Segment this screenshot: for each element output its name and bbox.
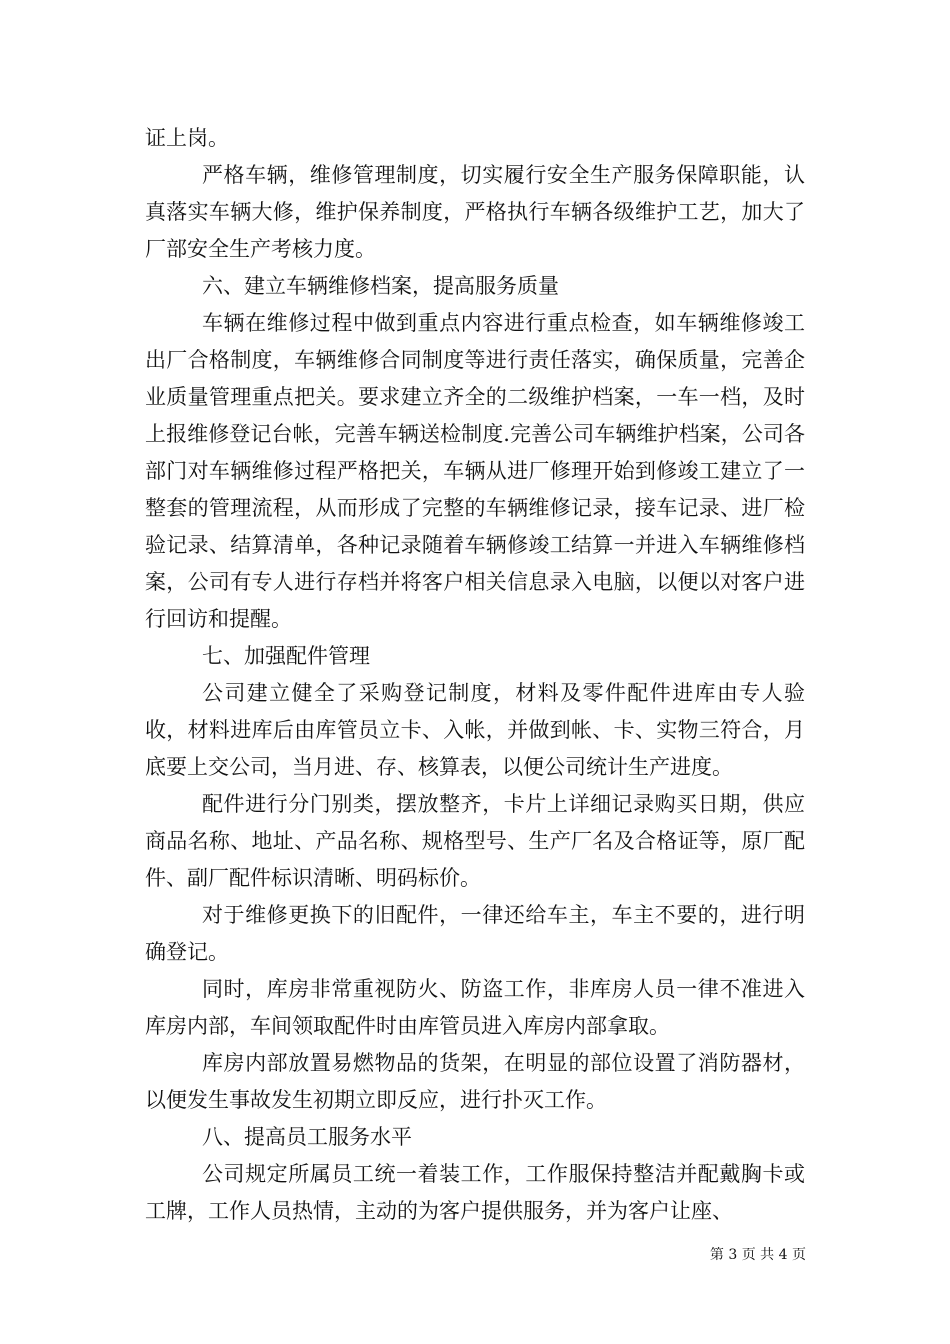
document-body (145, 120, 805, 1230)
paragraph-9: 同时，库房非常重视防火、防盗工作，非库房人员一律不准进入库房内部，车间领取配件时由库管员进入库房内部拿取。 (145, 977, 805, 1038)
paragraph-2: 严格车辆，维修管理制度，切实履行安全生产服务保障职能，认真落实车辆大修，维护保养制度，严格执行车辆各级维护工艺，加大了厂部安全生产考核力度。 (145, 163, 805, 261)
paragraph-7: 配件进行分门别类，摆放整齐，卡片上详细记录购买日期，供应商品名称、地址、产品名称、规格型号、生产厂名及合格证等，原厂配件、副厂配件标识清晰、明码标价。 (145, 792, 805, 890)
paragraph-6: 公司建立健全了采购登记制度，材料及零件配件进库由专人验收，材料进库后由库管员立卡、入帐，并做到帐、卡、实物三符合，月底要上交公司，当月进、存、核算表，以便公司统计生产进度。 (145, 681, 805, 779)
paragraph-4: 车辆在维修过程中做到重点内容进行重点检查，如车辆维修竣工出厂合格制度，车辆维修合同制度等进行责任落实，确保质量，完善企业质量管理重点把关。要求建立齐全的二级维护档案，一车一档，及时上报维修登记台帐，完善车辆送检制度.完善公司车辆维护档案，公司各部门对车辆维修过程严格把关，车辆从进厂修理开始到修竣工建立了一整套的管理流程，从而形成了完整的车辆维修记录，接车记录、进厂检验记录、结算清单，各种记录随着车辆修竣工结算一并进入车辆维修档案，公司有专人进行存档并将客户相关信息录入电脑，以便以对客户进行回访和提醒。 (145, 311, 805, 631)
section-heading-8: 八、提高员工服务水平 (202, 1125, 412, 1149)
page-number-footer: 第 3 页 共 4 页 (709, 1247, 806, 1263)
paragraph-8: 对于维修更换下的旧配件，一律还给车主，车主不要的，进行明确登记。 (145, 903, 805, 964)
paragraph-10: 库房内部放置易燃物品的货架，在明显的部位设置了消防器材，以便发生事故发生初期立即反应，进行扑灭工作。 (145, 1051, 805, 1112)
paragraph-12: 公司规定所属员工统一着装工作，工作服保持整洁并配戴胸卡或工牌，工作人员热情，主动的为客户提供服务，并为客户让座、 (145, 1162, 805, 1223)
section-heading-6: 六、建立车辆维修档案，提高服务质量 (202, 274, 559, 298)
section-heading-7: 七、加强配件管理 (202, 644, 370, 668)
paragraph-1: 证上岗。 (145, 126, 229, 150)
